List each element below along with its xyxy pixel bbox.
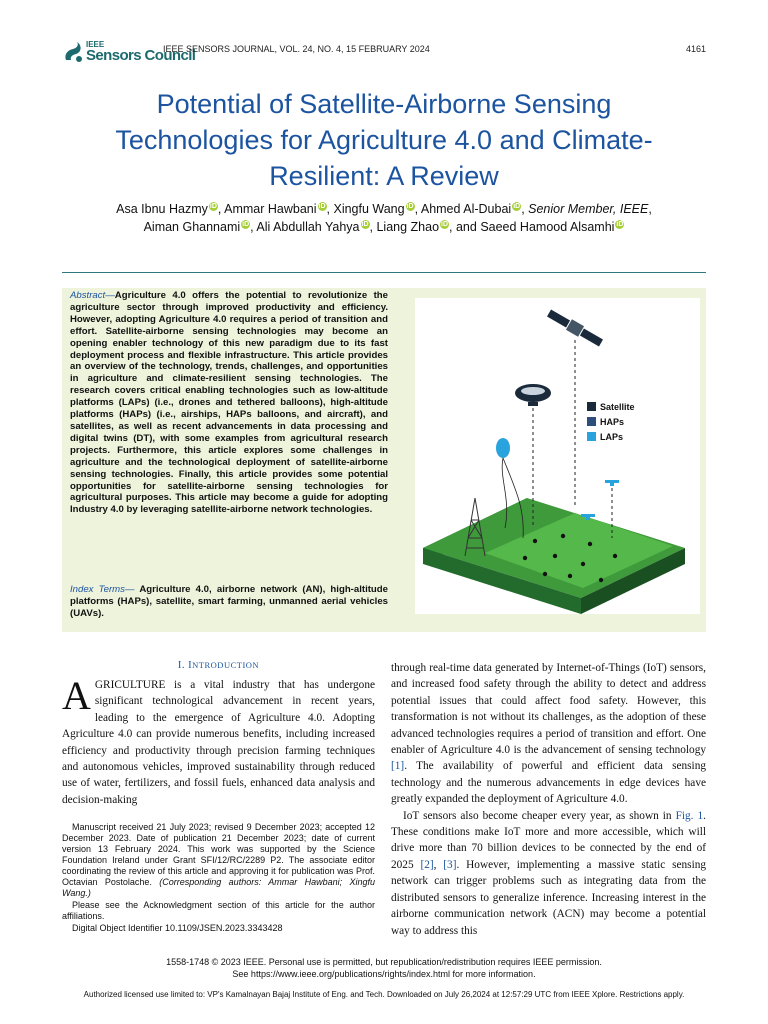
ieee-sensors-council-logo	[62, 40, 196, 64]
author-name[interactable]: Ali Abdullah Yahya	[256, 220, 360, 234]
orcid-icon[interactable]: iD	[616, 220, 624, 228]
license-notice: Authorized licensed use limited to: VP's Kamalnayan Bajaj Institute of Eng. and Tech. Downloaded on July 26,2024 at 12:57:29 UTC from IEEE Xplore. Restrictions apply.	[83, 990, 685, 999]
dropcap-letter: A	[62, 673, 91, 718]
legend-swatch-haps	[587, 417, 596, 426]
field-side-right	[415, 298, 527, 498]
copyright-line: 1558-1748 © 2023 IEEE. Personal use is permitted, but republication/redistribution requires IEEE permission.	[166, 957, 602, 967]
header-divider	[62, 272, 706, 273]
sensors-council-logo-icon	[62, 40, 84, 64]
paper-title: Potential of Satellite-Airborne Sensing Technologies for Agriculture 4.0 and Climate-Resilient: A Review	[115, 89, 653, 191]
body-text: ,	[433, 858, 444, 871]
author-name[interactable]: Saeed Hamood Alsamhi	[480, 220, 615, 234]
author-membership: Senior Member, IEEE	[528, 202, 649, 216]
body-paragraph	[391, 808, 706, 939]
intro-text: GRICULTURE is a vital industry that has undergone significant technological advancement in recent years, leading to the emergence of Agriculture 4.0. Adopting Agriculture 4.0 can provide numerous benefits, including increased efficiency and productivity through precision farming techniques and autonomous vehicles, improved sustainability through reduced use of water, fertilizers, and fossil fuels, enhanced data analysis and decision-making	[62, 679, 375, 806]
body-text: through real-time data generated by Internet-of-Things (IoT) sensors, and increased food safety through the ability to detect and address potential issues that could affect food safety. However, this transformation is not without its challenges, as the adoption of these advanced technologies requires a period of transition and effort. One enabler of Agriculture 4.0 is the advancement of sensing technology	[391, 662, 706, 757]
drone-icon	[581, 480, 619, 520]
orcid-icon[interactable]: iD	[361, 220, 369, 228]
manuscript-footnote	[62, 822, 375, 935]
legend-label-laps: LAPs	[600, 432, 624, 442]
left-column	[62, 660, 375, 808]
airship-gondola	[528, 402, 538, 406]
rights-url-line[interactable]: See https://www.ieee.org/publications/rights/index.html for more information.	[232, 969, 536, 979]
section-number: I.	[177, 660, 189, 671]
author-name[interactable]: Ammar Hawbani	[224, 202, 317, 216]
footnote-corresponding-authors: (Corresponding authors: Ammar Hawbani; Xingfu Wang.)	[62, 877, 375, 898]
figure-legend	[587, 402, 635, 442]
satellite-airborne-illustration	[415, 298, 700, 614]
graphical-abstract-figure	[415, 298, 700, 614]
tethered-balloon-icon	[496, 438, 510, 458]
orcid-icon[interactable]: iD	[209, 202, 217, 210]
footnote-doi[interactable]: Digital Object Identifier 10.1109/JSEN.2023.3343428	[72, 923, 283, 933]
orcid-icon[interactable]: iD	[513, 202, 521, 210]
author-name[interactable]: Liang Zhao	[376, 220, 440, 234]
index-terms-text: Agriculture 4.0, airborne network (AN), high-altitude platforms (HAPs), satellite, smart farming, unmanned aerial vehicles (UAVs).	[70, 584, 388, 619]
figure-link[interactable]: Fig. 1	[675, 809, 704, 822]
citation-link[interactable]: [2]	[420, 858, 434, 871]
body-paragraph	[391, 660, 706, 808]
citation-link[interactable]: [3]	[443, 858, 457, 871]
author-name[interactable]: Asa Ibnu Hazmy	[116, 202, 208, 216]
body-text: . However, implementing a massive static sensing network can trigger problems such as integrating data from the distributed sensors to generalize inference. Increasing interest in the airborne communication network (ACN) may become a potential way to address this	[391, 858, 707, 937]
index-terms	[70, 584, 388, 620]
body-text: . These conditions make IoT more and more accessible, which will drive more than 70 billion devices to be connected by the end of 2025	[391, 809, 706, 871]
body-text: IoT sensors also become cheaper every year, as shown in	[403, 809, 676, 822]
footnote-affiliations: Please see the Acknowledgment section of this article for the author affiliations.	[62, 900, 375, 921]
legend-label-haps: HAPs	[600, 417, 625, 427]
orcid-icon[interactable]: iD	[441, 220, 449, 228]
abstract-panel	[62, 288, 706, 632]
legend-swatch-satellite	[587, 402, 596, 411]
intro-paragraph	[62, 673, 375, 808]
body-text: . The availability of powerful and efficient data sensing technology and the numerous advancements in edge devices have greatly expanded the deployment of Agriculture 4.0.	[391, 760, 706, 806]
abstract-text: Agriculture 4.0 offers the potential to revolutionize the agriculture sector through improved productivity and efficiency. However, adopting Agriculture 4.0 requires a period of transition and effort. Satellite-airborne sensing technologies may become an opening enabler technology of this new paradigm due to its fast deployment process and flexible infrastructure. This article provides an overview of the technology, trends, challenges, and opportunities in agriculture and climate-resilient sensing technologies. The research covers critical enabling technologies such as low-altitude platforms (LAPs) (i.e., drones and tethered balloons), high-altitude platforms (HAPs) (i.e., airships, HAPs balloons, and aircraft), and satellites, as well as recent advancements in data processing and digital twins (DT), with some examples from agricultural research projects. Furthermore, this article explores some challenges in agriculture and the technological deployment of satellite-airborne sensing technologies. Finally, this article provides some potential opportunities for satellite-airborne sensing technologies for agricultural purposes. This article may become a guide for adopting Industry 4.0 by leveraging satellite-airborne network technologies.	[70, 290, 388, 516]
section-title-rest: NTRODUCTION	[192, 660, 260, 670]
legend-swatch-laps	[587, 432, 596, 441]
orcid-icon[interactable]: iD	[318, 202, 326, 210]
abstract	[70, 290, 388, 516]
citation-link[interactable]: [1]	[391, 760, 405, 773]
journal-citation: IEEE SENSORS JOURNAL, VOL. 24, NO. 4, 15 FEBRUARY 2024	[163, 44, 430, 54]
section-heading-introduction	[62, 660, 375, 671]
footnote-dates: Manuscript received 21 July 2023; revised 9 December 2023; accepted 12 December 2023. Date of publication 21 December 2023; date of current version 13 February 2024. This work was supported by the Science Foundation Ireland under Grant SFI/12/RC/2289 P2. The associate editor coordinating the review of this article and approving it for publication was Prof. Octavian Postolache.	[62, 822, 375, 887]
logo-text-sensors-council: Sensors Council	[86, 47, 196, 64]
airship-window	[521, 387, 545, 395]
logo-text-ieee: IEEE	[86, 40, 105, 49]
orcid-icon[interactable]: iD	[242, 220, 250, 228]
index-terms-label: Index Terms—	[70, 584, 135, 595]
page-number: 4161	[685, 44, 706, 54]
author-name[interactable]: Aiman Ghannami	[143, 220, 241, 234]
author-list: Asa Ibnu Hazmy iD, Ammar Hawbani iD, Xingfu Wang iD, Ahmed Al-Dubai iD, Senior Member, IEEE, Aiman Ghannami iD, Ali Abdullah Yahya iD, Liang Zhao iD, and Saeed Hamood Alsamhi iD	[116, 202, 652, 234]
abstract-label: Abstract—	[70, 290, 115, 301]
legend-label-satellite: Satellite	[600, 402, 635, 412]
orcid-icon[interactable]: iD	[406, 202, 414, 210]
author-name[interactable]: Ahmed Al-Dubai	[420, 202, 512, 216]
section-title-cap: I	[188, 660, 193, 671]
author-name[interactable]: Xingfu Wang	[333, 202, 405, 216]
right-column	[391, 660, 706, 939]
copyright-footer	[0, 956, 768, 980]
